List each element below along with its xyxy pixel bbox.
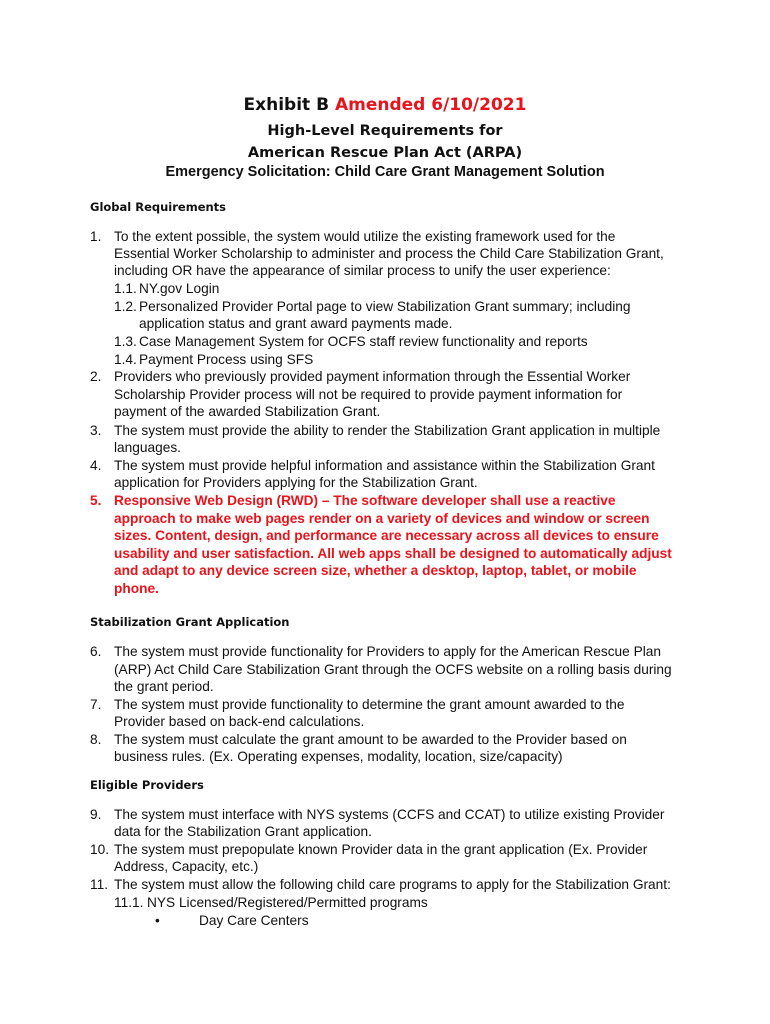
item-text: The system must provide functionality to determine the grant amount awarded to the bbox=[114, 697, 625, 712]
item-text: application for Providers applying for the Stabilization Grant. bbox=[114, 475, 478, 490]
exhibit-label: Exhibit B bbox=[243, 95, 330, 115]
item-number: 10. bbox=[90, 842, 110, 857]
subitem-number: 1.4. bbox=[114, 352, 137, 367]
item-number: 11. bbox=[90, 877, 109, 892]
bullet-icon: • bbox=[155, 913, 160, 928]
subitem-text: NYS Licensed/Registered/Permitted programs bbox=[147, 895, 428, 910]
item-number: 8. bbox=[90, 732, 102, 747]
subitem-text: application status and grant award payments made. bbox=[139, 316, 453, 331]
subitem-number: 1.3. bbox=[114, 334, 137, 349]
item-text-highlighted: sizes. Content, design, and performance are necessary across all devices to ensure bbox=[114, 528, 659, 543]
item-number: 1. bbox=[90, 229, 102, 244]
item-text: business rules. (Ex. Operating expenses, modality, location, size/capacity) bbox=[114, 749, 563, 764]
subitem-number: 11.1. bbox=[114, 895, 144, 910]
item-text: including OR have the appearance of similar process to unify the user experience: bbox=[114, 263, 611, 278]
item-number: 9. bbox=[90, 807, 102, 822]
item-text: languages. bbox=[114, 440, 181, 455]
subitem-text: Payment Process using SFS bbox=[139, 352, 314, 367]
item-text: The system must provide helpful information and assistance within the Stabilization Grant bbox=[114, 458, 655, 473]
item-text-highlighted: approach to make web pages render on a variety of devices and window or screen bbox=[114, 511, 650, 526]
item-text: Providers who previously provided payment information through the Essential Worker bbox=[114, 369, 631, 384]
item-text: The system must prepopulate known Provider data in the grant application (Ex. Provider bbox=[114, 842, 648, 857]
item-number: 4. bbox=[90, 458, 102, 473]
section-heading-stabilization: Stabilization Grant Application bbox=[90, 615, 290, 629]
item-number: 2. bbox=[90, 369, 102, 384]
item-text: data for the Stabilization Grant application. bbox=[114, 824, 372, 839]
item-number: 6. bbox=[90, 644, 102, 659]
exhibit-title bbox=[0, 95, 770, 115]
subitem-text: Case Management System for OCFS staff review functionality and reports bbox=[139, 334, 588, 349]
subitem-text: NY.gov Login bbox=[139, 281, 220, 296]
item-text: The system must calculate the grant amount to be awarded to the Provider based on bbox=[114, 732, 627, 747]
item-text: the grant period. bbox=[114, 679, 214, 694]
item-text: To the extent possible, the system would utilize the existing framework used for the bbox=[114, 229, 616, 244]
subtitle-solicitation: Emergency Solicitation: Child Care Grant Management Solution bbox=[165, 164, 605, 180]
item-text: The system must provide functionality for Providers to apply for the American Rescue Plan bbox=[114, 644, 661, 659]
item-text: Essential Worker Scholarship to administer and process the Child Care Stabilization Grant, bbox=[114, 246, 664, 261]
item-text: Provider based on back-end calculations. bbox=[114, 714, 365, 729]
item-text: Address, Capacity, etc.) bbox=[114, 859, 259, 874]
item-text: The system must interface with NYS systems (CCFS and CCAT) to utilize existing Provider bbox=[114, 807, 665, 822]
item-text: The system must provide the ability to render the Stabilization Grant application in multiple bbox=[114, 423, 661, 438]
item-number: 3. bbox=[90, 423, 102, 438]
amended-date: Amended 6/10/2021 bbox=[334, 95, 527, 115]
subtitle-requirements: High-Level Requirements for bbox=[267, 123, 503, 139]
item-text: The system must allow the following child care programs to apply for the Stabilization Grant: bbox=[114, 877, 671, 892]
item-text: (ARP) Act Child Care Stabilization Grant through the OCFS website on a rolling basis during bbox=[114, 662, 672, 677]
item-text-highlighted: usability and user satisfaction. All web apps shall be designed to automatically adjust bbox=[114, 546, 672, 561]
item-number-highlighted: 5. bbox=[90, 493, 102, 508]
subitem-number: 1.1. bbox=[114, 281, 137, 296]
item-text: Scholarship Provider process will not be required to provide payment information for bbox=[114, 387, 623, 402]
subitem-number: 1.2. bbox=[114, 299, 137, 314]
item-text-highlighted: phone. bbox=[114, 581, 159, 596]
item-number: 7. bbox=[90, 697, 102, 712]
section-heading-eligible: Eligible Providers bbox=[90, 778, 204, 792]
item-text-highlighted: and adapt to any device screen size, whether a desktop, laptop, tablet, or mobile bbox=[114, 563, 637, 578]
section-heading-global: Global Requirements bbox=[90, 200, 227, 214]
subtitle-arpa: American Rescue Plan Act (ARPA) bbox=[247, 145, 523, 161]
item-text: payment of the awarded Stabilization Grant. bbox=[114, 404, 381, 419]
bullet-text: Day Care Centers bbox=[199, 913, 309, 928]
subitem-text: Personalized Provider Portal page to view Stabilization Grant summary; including bbox=[139, 299, 631, 314]
item-text-highlighted: Responsive Web Design (RWD) – The software developer shall use a reactive bbox=[114, 493, 616, 508]
